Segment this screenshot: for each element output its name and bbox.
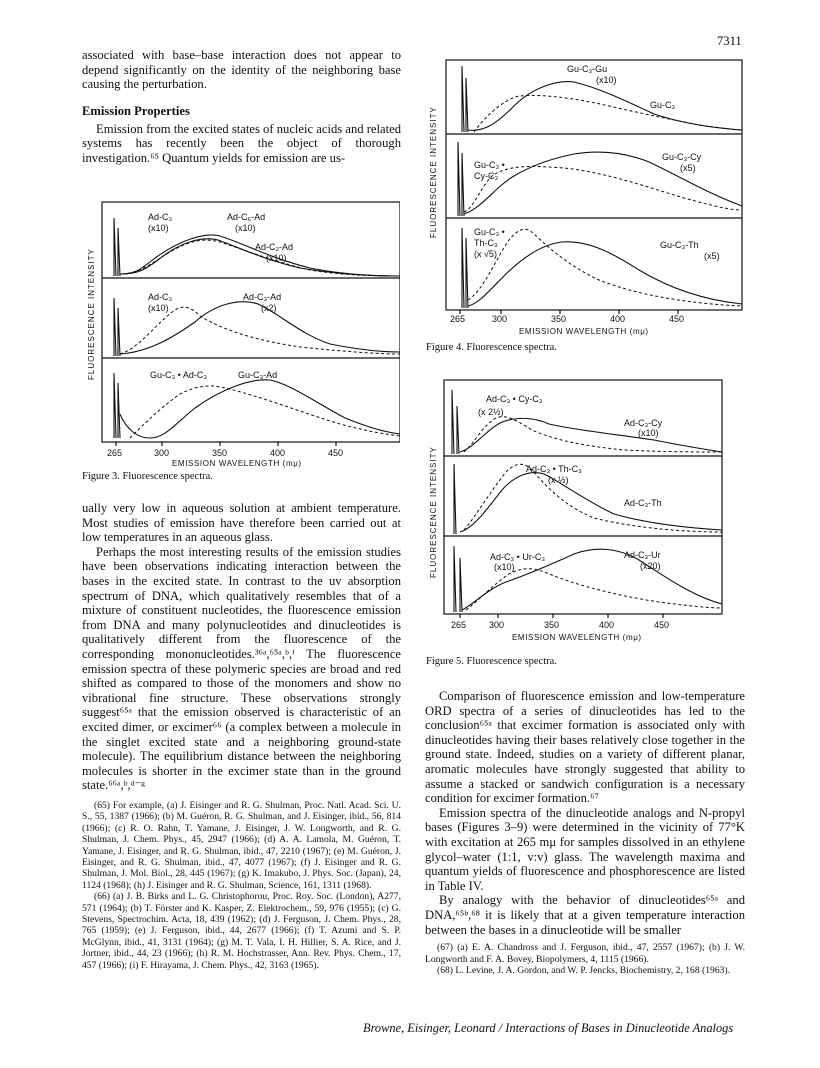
fig5-label: (x 2½): [478, 407, 504, 417]
fig3-label: Gu-C₃-Ad: [238, 370, 278, 380]
fig3-xlabel: EMISSION WAVELENGTH (mμ): [172, 459, 302, 468]
fig3-tick-0: 265: [107, 448, 123, 458]
reference-68: (68) L. Levine, J. A. Gordon, and W. P. Jencks, Biochemistry, 2, 168 (1963).: [437, 964, 731, 976]
fig5-label: (x10): [494, 562, 515, 572]
figure-4-caption: Figure 4. Fluorescence spectra.: [426, 342, 557, 353]
fig4-tick-1: 300: [492, 314, 508, 324]
fig3-label: Ad-C₆-Ad: [227, 212, 266, 222]
right-paragraph-2: Emission spectra of the dinucleotide analogs and N-propyl bases (Figures 3–9) were determined in the vicinity of 77°K with excitation at 265 mμ for samples dissolved in an ethylene glycol–water (1:1, v:v) glass. The wavelength maxima and quantum yields of fluorescence and phosphorescence are listed in Table IV.: [425, 805, 745, 893]
fig5-xlabel: EMISSION WAVELENGTH (mμ): [512, 633, 642, 642]
section-heading: Emission Properties: [82, 103, 190, 118]
fig3-label: Ad-C₃: [148, 212, 173, 222]
fig5-tick-4: 450: [654, 620, 670, 630]
fig3-label: Ad-C₃-Ad: [243, 292, 282, 302]
right-column-body: [425, 689, 745, 976]
figure-3-caption: Figure 3. Fluorescence spectra.: [82, 471, 213, 482]
fig4-label: (x5): [704, 251, 720, 261]
emission-paragraph-top: Emission from the excited states of nucleic acids and related systems has recently been the object of thorough investigation.⁶⁵ Quantum yields for emission are us-: [82, 121, 401, 165]
fig3-tick-4: 450: [328, 448, 344, 458]
fig4-tick-3: 400: [610, 314, 626, 324]
fig4-label: (x10): [596, 75, 617, 85]
left-column-body: [82, 501, 401, 971]
fig4-label: Gu-C₃-Th: [660, 240, 699, 250]
fig5-label: Ad-C₃ • Ur-C₃: [490, 552, 545, 562]
reference-67: (67) (a) E. A. Chandross and J. Ferguson, ibid., 47, 2557 (1967); (b) J. W. Longworth and F. A. Bovey, Biopolymers, 4, 1115 (1966).: [425, 942, 745, 965]
fig4-tick-2: 350: [551, 314, 567, 324]
fig3-ylabel: FLUORESCENCE INTENSITY: [87, 248, 96, 380]
fig3-tick-2: 350: [212, 448, 228, 458]
intro-paragraph: associated with base–base interaction does not appear to depend significantly on the identity of the neighboring base causing the perturbation.: [82, 48, 401, 92]
reference-66: (66) (a) J. B. Birks and L. G. Christophorou, Proc. Roy. Soc. (London), A277, 571 (1964); (b) T. Förster and K. Kasper, Z. Elektrochem., 59, 976 (1955); (c) G. Stevens, Spectrochim. Acta, 18, 439 (1962); (d) J. Ferguson, J. Chem. Phys., 28, 765 (1959); (e) J. Ferguson, ibid., 44, 2677 (1966); (f) T. Azumi and S. P. McGlynn, ibid., 41, 3131 (1964); (g) M. T. Vala, I. H. Hillier, S. A. Rice, and J. Jortner, ibid., 44, 23 (1966); (h) R. M. Hochstrasser, Ann. Rev. Phys. Chem., 17, 457 (1966); (i) F. Hirayama, J. Chem. Phys., 42, 3163 (1965).: [82, 891, 401, 971]
figure-3: [80, 198, 400, 468]
fig5-ylabel: FLUORESCENCE INTENSITY: [429, 446, 438, 578]
fig3-tick-3: 400: [270, 448, 286, 458]
fig4-xlabel: EMISSION WAVELENGTH (mμ): [519, 327, 649, 336]
figure-4-plot: [424, 58, 744, 344]
fig4-label: Th-C₃: [474, 238, 498, 248]
fig5-tick-3: 400: [599, 620, 615, 630]
fig4-label: (x5): [680, 163, 696, 173]
fig5-label: Ad-C₃ • Cy-C₃: [486, 394, 543, 404]
page-number: 7311: [717, 34, 742, 48]
fig5-label: (x10): [638, 428, 659, 438]
fig4-ylabel: FLUORESCENCE INTENSITY: [429, 106, 438, 238]
right-paragraph-3: By analogy with the behavior of dinucleotides⁶⁵ᵃ and DNA,⁶⁵ᵇ,⁶⁸ it is likely that at a given temperature interaction between the bases in a dinucleotide will be smaller: [425, 893, 745, 937]
fig3-label: (x10): [148, 303, 169, 313]
excimer-paragraph: Perhaps the most interesting results of the emission studies have been observations indicating interaction between the bases in the excited state. In contrast to the uv absorption spectrum of DNA, which qualitatively resembles that of a mixture of constituent nucleotides, the fluorescence emission from DNA and many polynucleotides and dinucleotides is qualitatively different from the fluorescence of the corresponding mononucleotides.³⁶ᵃ,⁶⁵ᵃ,ᵇ,ᶠ The fluorescence emission spectra of these polymeric species are broad and red shifted as compared to those of the monomers and show no vibrational fine structure. These observations strongly suggest⁶⁵ᵃ that the emission observed is characteristic of an excited dimer, or excimer⁶⁶ (a complex between a molecule in the singlet excited state and a neighboring ground-state molecule). The equilibrium distance between the neighboring molecules is shorter in the excimer state than in the ground state.⁶⁶ᵃ,ᵇ,ᵈ⁻ᵍ: [82, 544, 401, 793]
emission-paragraph-bottom: ually very low in aqueous solution at ambient temperature. Most studies of emission have therefore been carried out at low temperatures in an aqueous glass.: [82, 501, 401, 545]
fig4-label: Cy-C₃: [474, 171, 499, 181]
fig3-x-ticks: [116, 442, 336, 446]
fig5-label: Ad-C₃-Cy: [624, 418, 663, 428]
figure-3-plot: [80, 198, 400, 468]
fig4-label: Gu-C₃-Cy: [662, 152, 702, 162]
fig4-label: Gu-C₃ •: [474, 227, 505, 237]
reference-65: (65) For example, (a) J. Eisinger and R. G. Shulman, Proc. Natl. Acad. Sci. U. S., 55, 1387 (1966); (b) M. Guéron, R. G. Shulman, and J. Eisinger, ibid., 56, 814 (1966); (c) R. O. Rahn, T. Yamane, J. Eisinger, J. W. Longworth, and R. G. Shulman, J. Chem. Phys., 45, 2947 (1966); (d) A. A. Lamola, M. Guéron, T. Yamane, J. Eisinger, and R. G. Shulman, ibid., 47, 2210 (1967); (e) M. Guéron, J. Eisinger, and R. G. Shulman, ibid., 47, 4077 (1967); (f) J. Eisinger and R. G. Shulman, J. Mol. Biol., 28, 445 (1967); (g) K. Imakubo, J. Phys. Soc. (Japan), 24, 1124 (1968); (h) J. Eisinger and R. G. Shulman, Science, 161, 1311 (1968).: [82, 799, 401, 891]
fig4-label: Gu-C₃ •: [474, 160, 505, 170]
fig3-label: (x2): [261, 303, 277, 313]
fig5-tick-1: 300: [489, 620, 505, 630]
fig4-label: Gu-C₃: [650, 100, 676, 110]
fig5-label: Ad-C₃-Ur: [624, 550, 661, 560]
figure-5: [424, 378, 724, 646]
figure-5-plot: [424, 378, 724, 646]
fig5-label: (x ½): [548, 475, 569, 485]
fig4-label: (x √5): [474, 249, 497, 259]
fig3-label: (x10): [148, 223, 169, 233]
running-footer: Browne, Eisinger, Leonard / Interactions of Bases in Dinucleotide Analogs: [363, 1021, 734, 1035]
left-references: [82, 800, 401, 971]
fig5-label: (x20): [640, 561, 661, 571]
figure-5-caption: Figure 5. Fluorescence spectra.: [426, 656, 557, 667]
fig5-label: Ad-C₃-Th: [624, 498, 662, 508]
fig4-label: Gu-C₃-Gu: [567, 64, 608, 74]
fig3-tick-1: 300: [154, 448, 170, 458]
fig5-tick-2: 350: [544, 620, 560, 630]
fig4-tick-4: 450: [669, 314, 685, 324]
left-column-intro: [82, 48, 401, 166]
right-references: [425, 942, 745, 976]
fig3-label: Ad-C₃: [148, 292, 173, 302]
fig5-label: Ad-C₃ • Th-C₃: [526, 464, 582, 474]
fig3-excitation-spikes: [114, 218, 120, 438]
figure-4: [424, 58, 744, 344]
fig3-label: Gu-C₃ • Ad-C₃: [150, 370, 207, 380]
fig5-tick-0: 265: [451, 620, 467, 630]
fig3-label: Ad-C₂-Ad: [255, 242, 294, 252]
fig3-label: (x10): [266, 253, 287, 263]
fig4-tick-0: 265: [450, 314, 466, 324]
fig3-label: (x10): [235, 223, 256, 233]
right-paragraph-1: Comparison of fluorescence emission and low-temperature ORD spectra of a series of dinucleotides has led to the conclusion⁶⁵ᵃ that excimer formation is associated only with dinucleotides having their bases relatively close together in the ground state. Indeed, studies on a variety of different planar, aromatic molecules have strongly suggested that ability to assume a stacked or sandwich configuration is a necessary condition for excimer formation.⁶⁷: [425, 689, 745, 806]
